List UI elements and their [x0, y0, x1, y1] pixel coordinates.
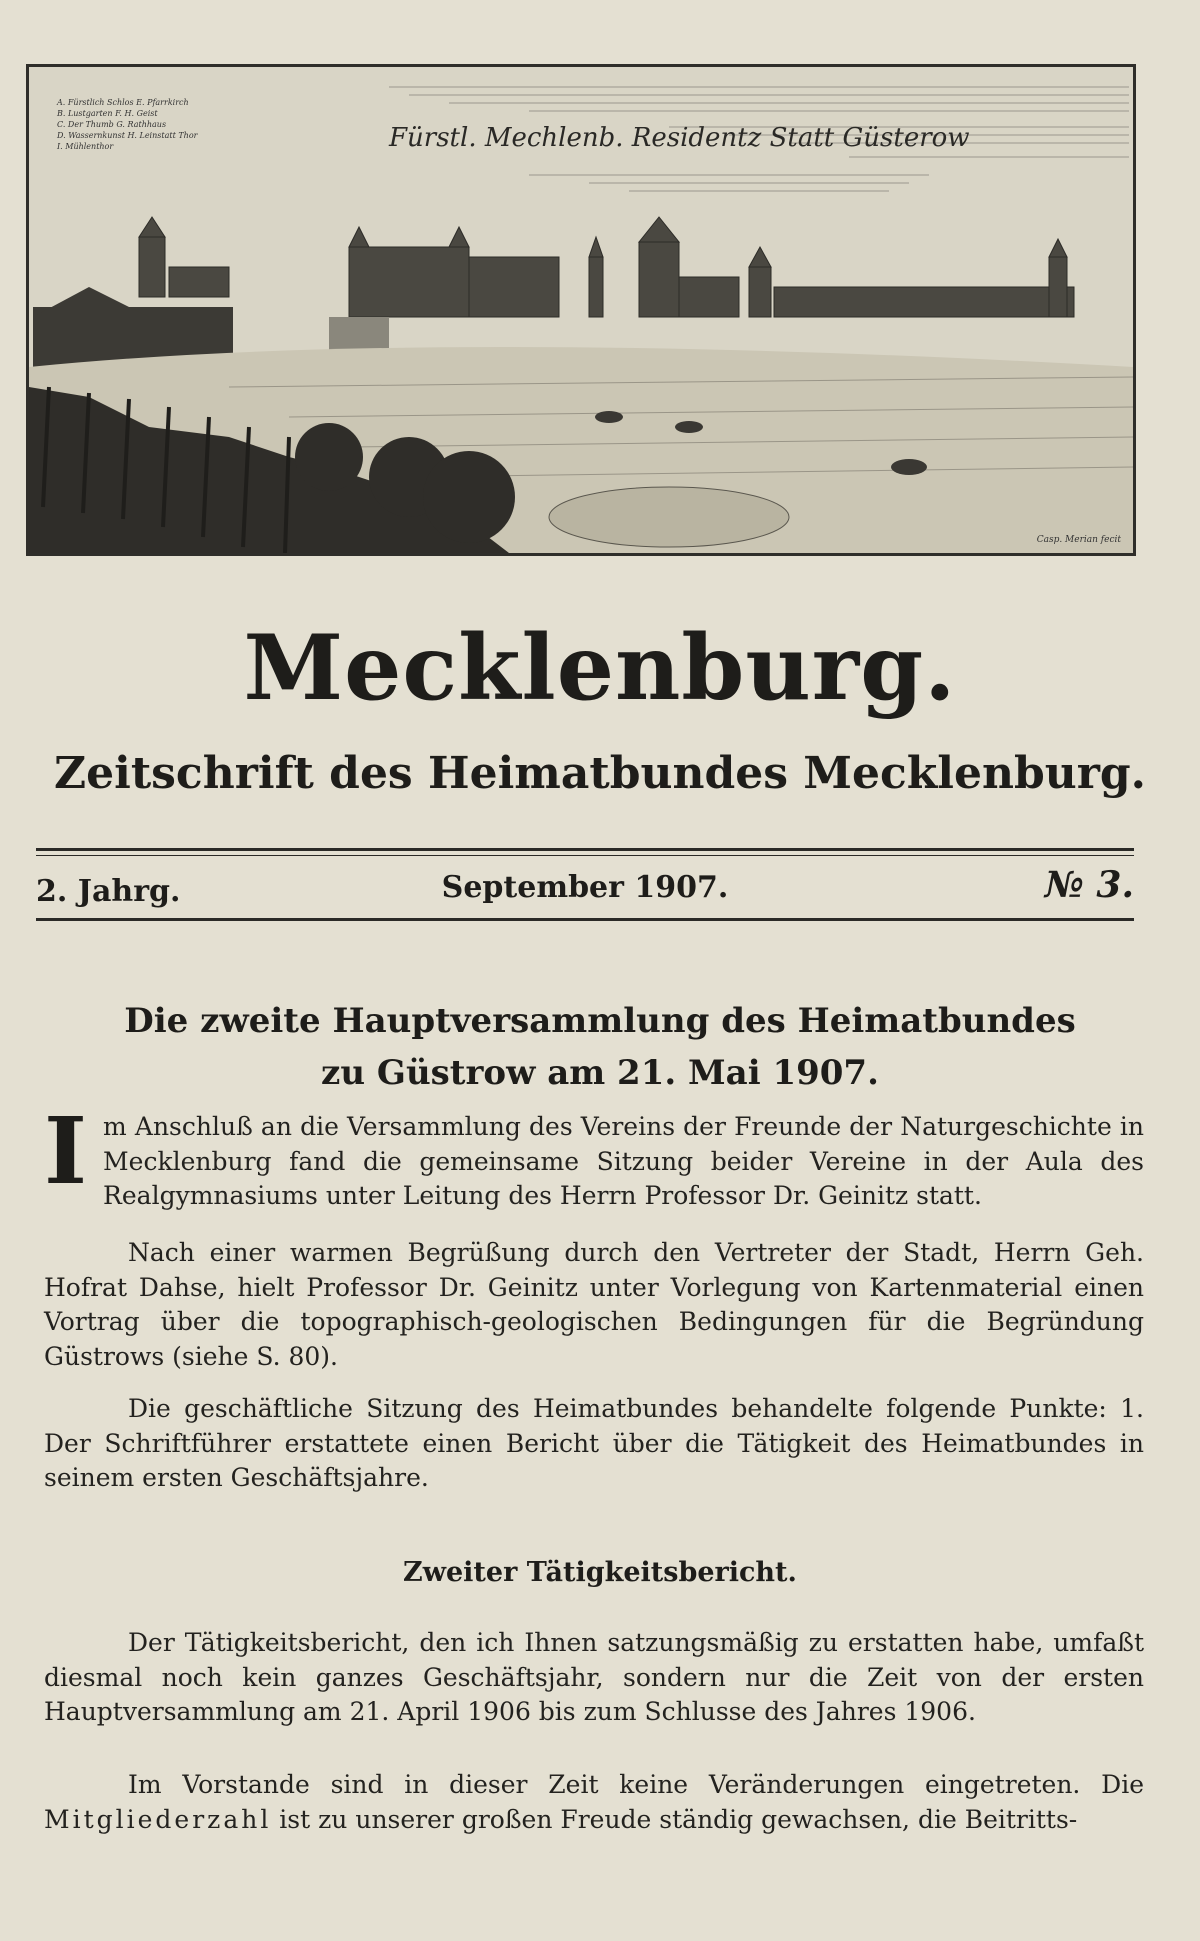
legend-line: D. Wassernkunst H. Leinstatt Thor	[57, 131, 198, 140]
volume-year: 2. Jahrg.	[36, 874, 181, 909]
rule-top-thin	[36, 855, 1134, 856]
paragraph-2: Nach einer warmen Begrüßung durch den Vertreter der Stadt, Herrn Geh. Hofrat Dahse, hielt Professor Dr. Geinitz unter Vorlegung von Kartenmaterial einen Vortrag über die topographisch-geologischen Bedingungen für die Begründung Güstrows (siehe S. 80).	[44, 1238, 1144, 1371]
engraving-caption: Fürstl. Mechlenb. Residentz Statt Güsterow	[389, 123, 970, 153]
engraving-legend	[57, 97, 197, 152]
legend-line: A. Fürstlich Schlos E. Pfarrkirch	[57, 98, 189, 107]
legend-line: I. Mühlenthor	[57, 142, 114, 151]
rule-top-thick	[36, 848, 1134, 851]
paragraph-1-text: m Anschluß an die Versammlung des Vereins der Freunde der Naturgeschichte in Mecklenburg fand die gemeinsame Sitzung beider Vereine in der Aula des Realgymnasiums unter Leitung des Herrn Professor Dr. Geinitz statt.	[103, 1112, 1144, 1210]
town-view-engraving	[26, 64, 1136, 556]
paragraph-1	[44, 1097, 1144, 1214]
article-title-line-2: zu Güstrow am 21. Mai 1907.	[321, 1053, 879, 1093]
issue-line	[36, 864, 1134, 914]
rule-bottom	[36, 918, 1134, 921]
paragraph-5-emphasis: Mitgliederzahl	[44, 1804, 272, 1834]
paragraph-3: Die geschäftliche Sitzung des Heimatbundes behandelte folgende Punkte: 1. Der Schriftführer erstattete einen Bericht über die Tätigkeit des Heimatbundes in seinem ersten Geschäftsjahre.	[44, 1394, 1144, 1492]
paragraph-5-text-c: ist zu unserer großen Freude ständig gewachsen, die Beitritts-	[271, 1804, 1078, 1834]
drop-cap: I	[44, 1097, 88, 1205]
issue-number: № 3.	[1044, 864, 1134, 906]
legend-line: C. Der Thumb G. Rathhaus	[57, 120, 167, 129]
article-title-line-1: Die zweite Hauptversammlung des Heimatbundes	[124, 1001, 1076, 1041]
section-heading: Zweiter Tätigkeitsbericht.	[403, 1557, 797, 1588]
masthead-subtitle: Zeitschrift des Heimatbundes Mecklenburg.	[54, 748, 1146, 799]
engraver-signature: Casp. Merian fecit	[1036, 535, 1121, 545]
paragraph-5	[44, 1768, 1144, 1837]
legend-line: B. Lustgarten F. H. Geist	[57, 109, 158, 118]
masthead-title: Mecklenburg.	[243, 615, 957, 721]
paragraph-4: Der Tätigkeitsbericht, den ich Ihnen satzungsmäßig zu erstatten habe, umfaßt diesmal noch kein ganzes Geschäftsjahr, sondern nur die Zeit von der ersten Hauptversammlung am 21. April 1906 bis zum Schlusse des Jahres 1906.	[44, 1628, 1144, 1726]
paragraph-5-text-a: Im Vorstande sind in dieser Zeit keine Veränderungen eingetreten. Die	[128, 1770, 1144, 1799]
issue-date: September 1907.	[441, 870, 729, 905]
